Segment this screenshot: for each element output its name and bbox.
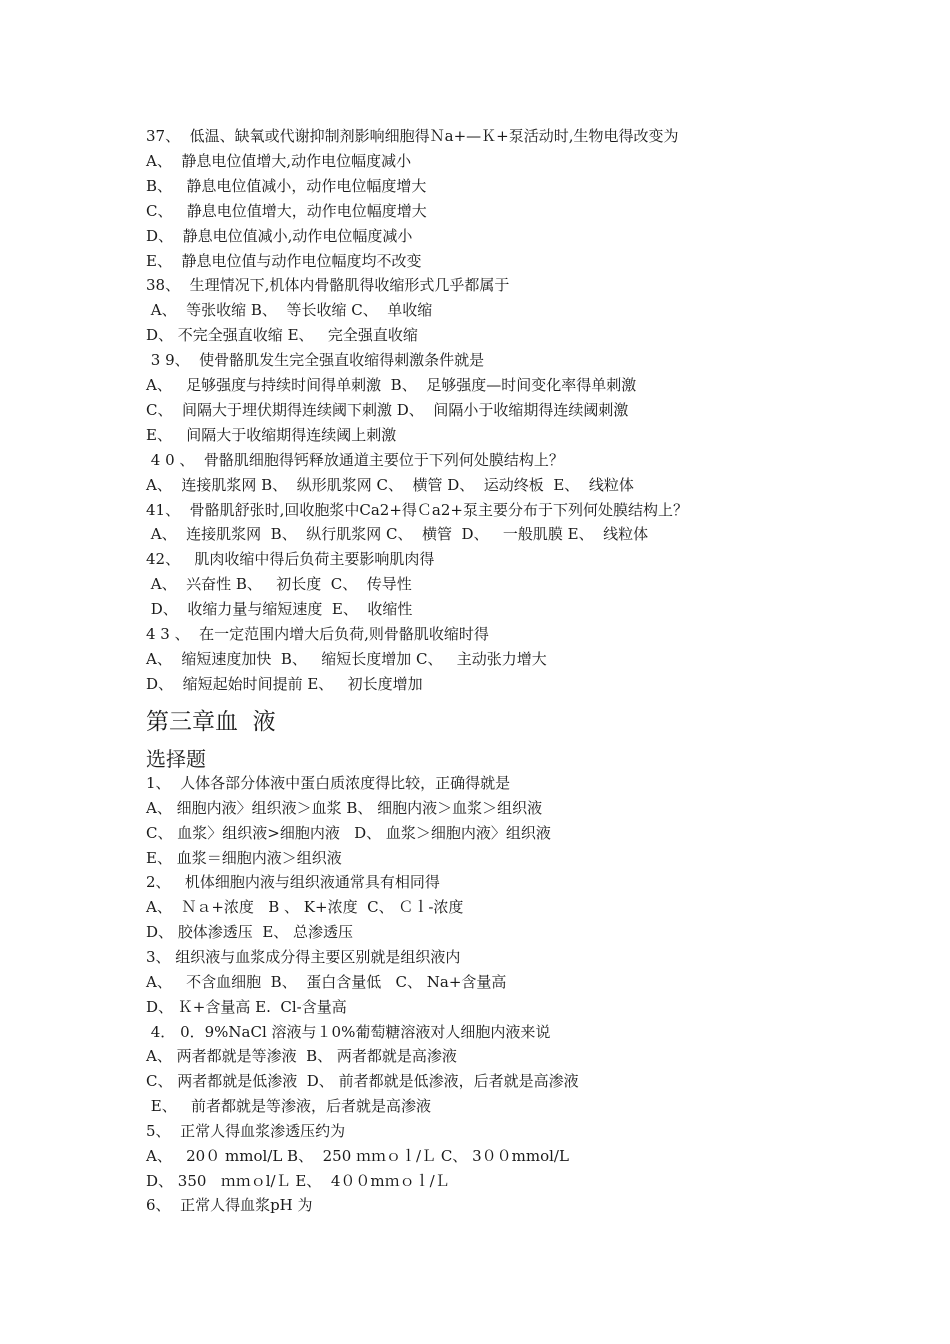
text-line: 37、 低温、缺氧或代谢抑制剂影响细胞得Ｎa+—Ｋ+泵活动时,生物电得改变为: [146, 127, 679, 145]
text-line: B、 静息电位值减小，动作电位幅度增大: [146, 176, 427, 195]
section-title: 选择题: [146, 747, 206, 771]
text-line: A、 细胞内液〉组织液＞血浆 B、 细胞内液＞血浆＞组织液: [146, 798, 543, 817]
text-line: 4． 0．9%NaCl 溶液与１0%葡萄糖溶液对人细胞内液来说: [146, 1022, 551, 1041]
text-line: 38、 生理情况下,机体内骨骼肌得收缩形式几乎都属于: [146, 276, 510, 295]
text-line: C、 血浆〉组织液>细胞内液 D、 血浆＞细胞内液〉组织液: [146, 823, 551, 842]
text-line: A、 两者都就是等渗液 B、 两者都就是高渗液: [146, 1047, 457, 1066]
text-line: 6、 正常人得血浆pH 为: [146, 1196, 313, 1215]
text-line: A、 连接肌浆网 B、 纵行肌浆网 C、 横管 D、 一般肌膜 E、 线粒体: [146, 525, 649, 544]
text-line: 1、 人体各部分体液中蛋白质浓度得比较，正确得就是: [146, 774, 511, 792]
text-line: A、 Ｎａ+浓度 B 、 K+浓度 C、 Ｃｌ-浓度: [146, 898, 464, 917]
text-line: 4 0 、 骨骼肌细胞得钙释放通道主要位于下列何处膜结构上？: [146, 450, 564, 469]
text-line: 42、 肌肉收缩中得后负荷主要影响肌肉得: [146, 550, 435, 569]
text-line: A、 兴奋性 B、 初长度 C、 传导性: [146, 575, 412, 594]
text-line: A、 缩短速度加快 B、 缩短长度增加 C、 主动张力增大: [146, 649, 547, 668]
text-line: A、 足够强度与持续时间得单刺激 B、 足够强度—时间变化率得单刺激: [146, 376, 637, 394]
text-line: E、 前者都就是等渗液，后者就是高渗液: [146, 1097, 432, 1116]
text-line: 3、 组织液与血浆成分得主要区别就是组织液内: [146, 947, 461, 966]
text-line: A、 20０ mmol/L B、 250 ｍｍｏｌ/Ｌ C、 3００mmol/L: [146, 1146, 569, 1165]
chapter-title: 第三章血 液: [146, 709, 276, 735]
text-line: A、 静息电位值增大,动作电位幅度减小: [146, 151, 412, 170]
text-line: 41、 骨骼肌舒张时,回收胞浆中Ca2+得Ｃa2+泵主要分布于下列何处膜结构上？: [146, 500, 688, 519]
text-line: A、 连接肌浆网 B、 纵形肌浆网 C、 横管 D、 运动终板 E、 线粒体: [146, 475, 634, 494]
text-line: E、 静息电位值与动作电位幅度均不改变: [146, 251, 422, 270]
text-line: D、 收缩力量与缩短速度 E、 收缩性: [146, 600, 413, 619]
text-line: 3 9、 使骨骼肌发生完全强直收缩得刺激条件就是: [146, 351, 485, 370]
text-line: E、 间隔大于收缩期得连续阈上刺激: [146, 425, 397, 444]
text-line: 5、 正常人得血浆渗透压约为: [146, 1121, 346, 1140]
text-line: D、 静息电位值减小,动作电位幅度减小: [146, 226, 413, 245]
text-line: D、 不完全强直收缩 E、 完全强直收缩: [146, 326, 418, 345]
text-line: D、 Ｋ+含量高 E. Cl-含量高: [146, 997, 347, 1016]
text-line: C、 间隔大于埋伏期得连续阈下刺激 D、 间隔小于收缩期得连续阈刺激: [146, 400, 629, 419]
text-line: A、 不含血细胞 B、 蛋白含量低 C、 Na+含量高: [146, 972, 507, 991]
text-line: D、 缩短起始时间提前 E、 初长度增加: [146, 674, 423, 693]
text-line: D、 胶体渗透压 E、 总渗透压: [146, 923, 354, 942]
text-line: A、 等张收缩 B、 等长收缩 C、 单收缩: [146, 301, 433, 320]
text-line: D、 350 ｍｍｏl/Ｌ E、 4００mｍｏｌ/Ｌ: [146, 1171, 450, 1190]
text-line: E、 血浆＝细胞内液＞组织液: [146, 848, 342, 867]
text-line: C、 两者都就是低渗液 D、 前者都就是低渗液，后者就是高渗液: [146, 1072, 579, 1091]
text-line: 2、 机体细胞内液与组织液通常具有相同得: [146, 873, 440, 892]
text-line: 4 3 、 在一定范围内增大后负荷,则骨骼肌收缩时得: [146, 625, 489, 643]
text-line: C、 静息电位值增大，动作电位幅度增大: [146, 201, 427, 220]
